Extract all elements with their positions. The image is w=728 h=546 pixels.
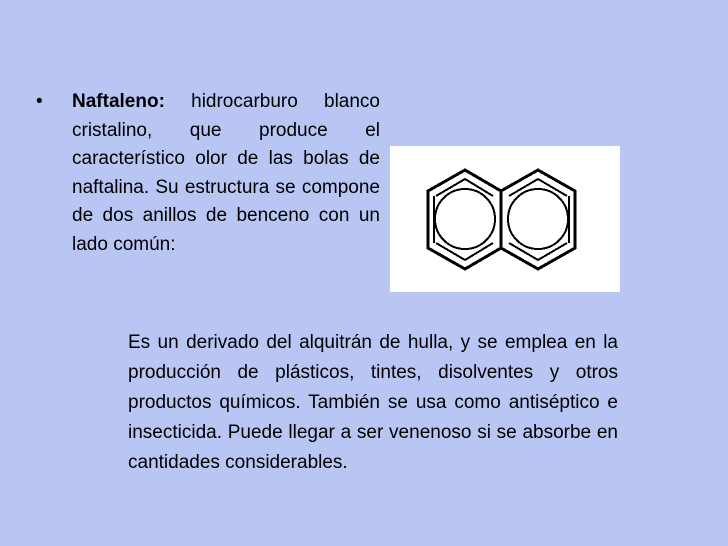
bullet-text	[72, 88, 380, 259]
naphthalene-structure-icon	[390, 146, 620, 292]
bullet-description: hidrocarburo blanco cristalino, que produce el característico olor de las bolas de naftalina. Su estructura se compone de dos anillos de benceno con un lado común:	[72, 91, 380, 255]
bullet-dot: •	[36, 91, 43, 112]
bullet-item	[36, 88, 380, 259]
bullet-term: Naftaleno:	[72, 91, 165, 112]
naphthalene-image	[390, 146, 620, 292]
description-paragraph: Es un derivado del alquitrán de hulla, y se emplea en la producción de plásticos, tintes, disolventes y otros productos químicos. También se usa como antiséptico e insecticida. Puede llegar a ser venenoso si se absorbe en cantidades considerables.	[128, 332, 618, 473]
